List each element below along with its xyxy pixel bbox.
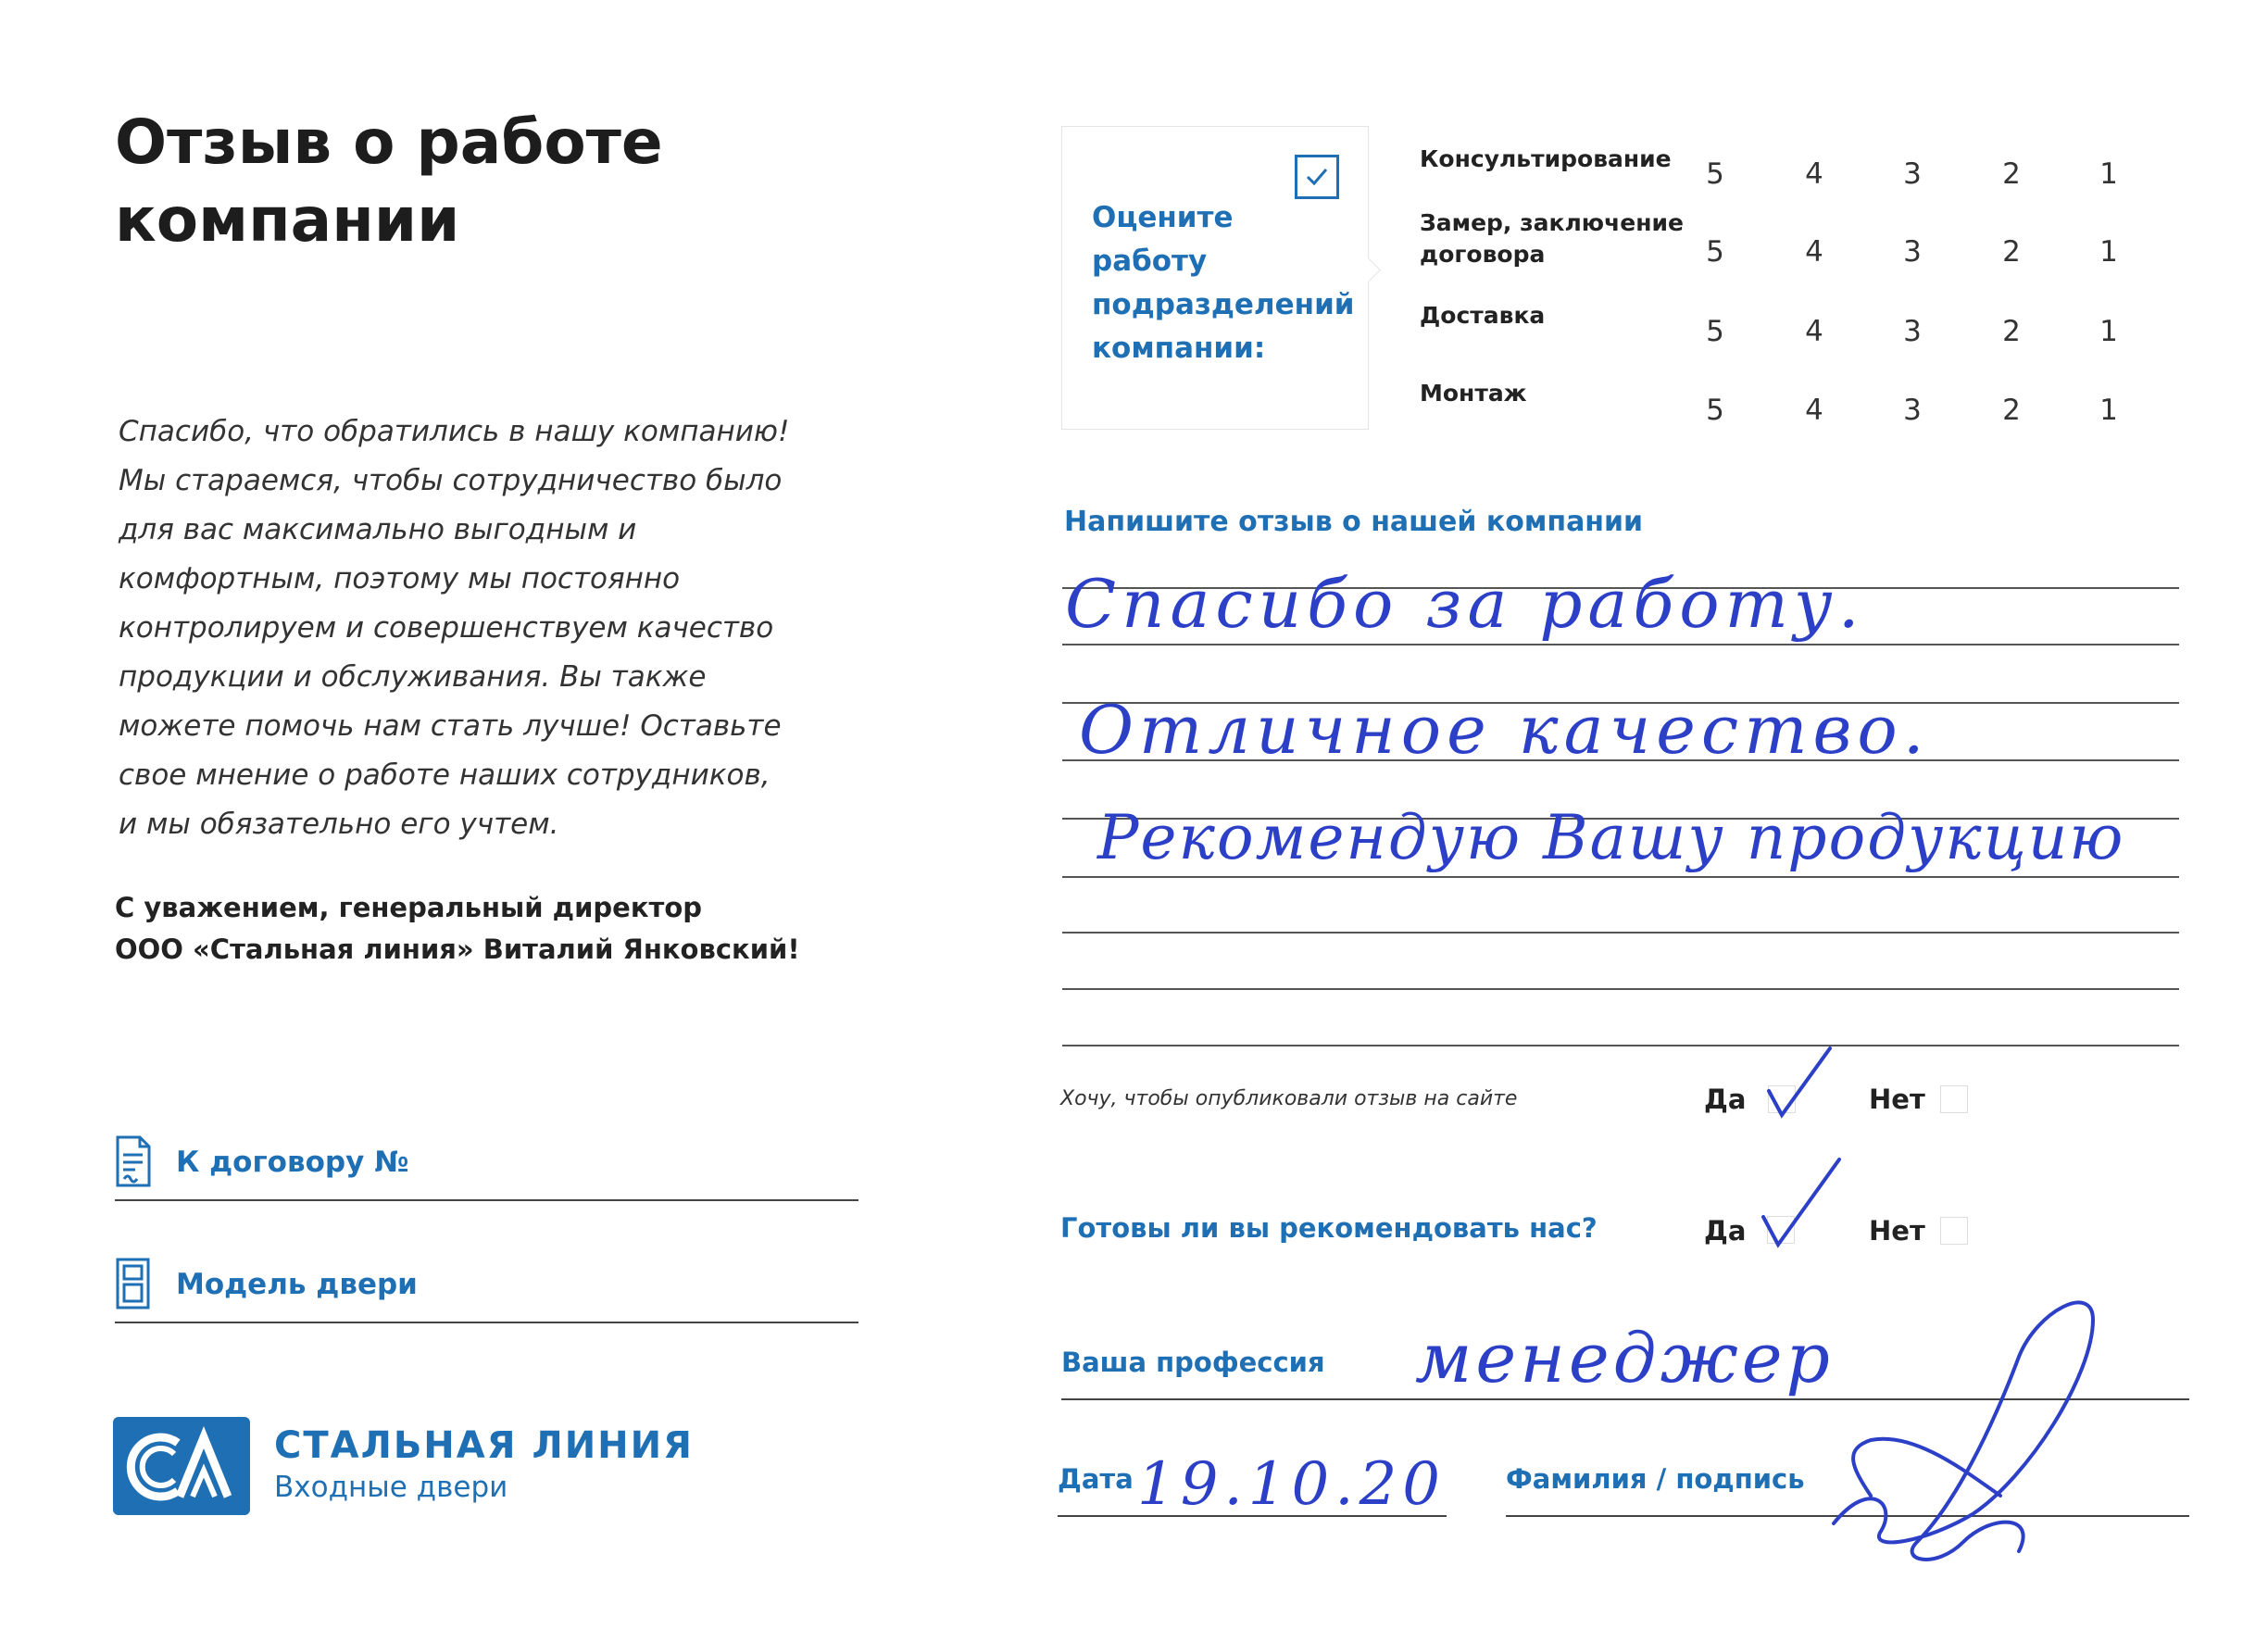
rating-category-consulting	[1420, 144, 1672, 175]
score-1[interactable]: 1	[2099, 157, 2118, 191]
publish-yes-label: Да	[1704, 1084, 1747, 1115]
date-label: Дата	[1058, 1463, 1134, 1495]
recommend-yes-label: Да	[1704, 1215, 1747, 1247]
score-1[interactable]: 1	[2099, 235, 2118, 269]
company-subtitle: Входные двери	[274, 1471, 508, 1504]
review-line	[1062, 644, 2179, 645]
recommend-yes-check-mark	[1750, 1154, 1852, 1256]
document-icon	[115, 1134, 152, 1188]
rating-prompt-line: работу	[1092, 244, 1208, 278]
intro-line: свое мнение о работе наших сотрудников,	[119, 758, 771, 792]
score-2[interactable]: 2	[2002, 235, 2021, 269]
review-handwritten-line2[interactable]: Отличное качество.	[1079, 691, 1930, 769]
review-line	[1062, 932, 2179, 934]
score-3[interactable]: 3	[1903, 315, 1922, 348]
category-label: Монтаж	[1420, 380, 1527, 407]
recommend-no-label: Нет	[1869, 1215, 1925, 1247]
intro-line: комфортным, поэтому мы постоянно	[119, 562, 681, 595]
review-heading: Напишите отзыв о нашей компании	[1064, 506, 1644, 538]
check-icon	[1295, 155, 1339, 199]
rating-category-installation	[1420, 378, 1527, 409]
score-3[interactable]: 3	[1903, 157, 1922, 191]
intro-line: для вас максимально выгодным и	[119, 513, 637, 546]
publish-yes-check-mark	[1756, 1043, 1848, 1126]
category-label: Консультирование	[1420, 145, 1672, 172]
score-3[interactable]: 3	[1903, 235, 1922, 269]
rating-category-delivery	[1420, 300, 1545, 332]
intro-line: и мы обязательно его учтем.	[119, 808, 559, 841]
intro-line: Спасибо, что обратились в нашу компанию!	[119, 415, 790, 448]
intro-line: можете помочь нам стать лучше! Оставьте	[119, 709, 782, 743]
score-2[interactable]: 2	[2002, 315, 2021, 348]
page-title-line2: компании	[115, 184, 460, 256]
score-4[interactable]: 4	[1805, 157, 1823, 191]
name-signature-label: Фамилия / подпись	[1506, 1463, 1805, 1495]
score-3[interactable]: 3	[1903, 394, 1922, 427]
rating-prompt-line: компании:	[1092, 332, 1266, 365]
signature-line1: С уважением, генеральный директор	[115, 892, 703, 923]
review-line	[1062, 988, 2179, 990]
door-model-label: Модель двери	[176, 1268, 418, 1301]
intro-line: контролируем и совершенствуем качество	[119, 611, 774, 645]
score-5[interactable]: 5	[1706, 394, 1724, 427]
page-title	[115, 104, 663, 259]
score-4[interactable]: 4	[1805, 315, 1823, 348]
intro-line: Мы стараемся, чтобы сотрудничество было	[119, 464, 783, 497]
score-1[interactable]: 1	[2099, 394, 2118, 427]
category-label: Доставка	[1420, 302, 1546, 329]
review-handwritten-line1[interactable]: Спасибо за работу.	[1065, 565, 1865, 643]
rating-prompt-line: подразделений	[1092, 288, 1355, 321]
signature-scribble[interactable]	[1815, 1292, 2121, 1579]
review-handwritten-line3[interactable]: Рекомендую Вашу продукцию	[1097, 802, 2125, 873]
contract-number-field[interactable]	[115, 1134, 858, 1201]
score-5[interactable]: 5	[1706, 157, 1724, 191]
score-5[interactable]: 5	[1706, 235, 1724, 269]
door-icon	[115, 1257, 152, 1310]
score-4[interactable]: 4	[1805, 394, 1823, 427]
page-title-line1: Отзыв о работе	[115, 107, 663, 178]
score-4[interactable]: 4	[1805, 235, 1823, 269]
category-label-line2: договора	[1420, 241, 1546, 268]
score-2[interactable]: 2	[2002, 157, 2021, 191]
profession-label: Ваша профессия	[1061, 1347, 1325, 1378]
intro-text	[119, 407, 841, 849]
director-signature-text	[115, 887, 800, 971]
publish-no-checkbox[interactable]	[1940, 1085, 1968, 1113]
review-line	[1062, 1045, 2179, 1046]
recommend-no-checkbox[interactable]	[1940, 1217, 1968, 1245]
profession-value[interactable]: менеджер	[1415, 1319, 1834, 1398]
rating-prompt	[1092, 196, 1355, 370]
door-model-field[interactable]	[115, 1257, 858, 1323]
score-5[interactable]: 5	[1706, 315, 1724, 348]
intro-line: продукции и обслуживания. Вы также	[119, 660, 707, 694]
rating-prompt-line: Оцените	[1092, 201, 1234, 234]
score-2[interactable]: 2	[2002, 394, 2021, 427]
date-value[interactable]: 19.10.20	[1137, 1450, 1446, 1519]
signature-line2: ООО «Стальная линия» Виталий Янковский!	[115, 934, 800, 965]
contract-number-label: К договору №	[176, 1146, 409, 1179]
company-name: СТАЛЬНАЯ ЛИНИЯ	[274, 1424, 694, 1467]
rating-category-measurement	[1420, 207, 1684, 270]
category-label: Замер, заключение	[1420, 209, 1684, 236]
score-1[interactable]: 1	[2099, 315, 2118, 348]
publish-no-label: Нет	[1869, 1084, 1925, 1115]
review-line	[1062, 876, 2179, 878]
company-logo	[113, 1417, 250, 1515]
recommend-question: Готовы ли вы рекомендовать нас?	[1060, 1212, 1598, 1244]
publish-question: Хочу, чтобы опубликовали отзыв на сайте	[1060, 1087, 1518, 1110]
